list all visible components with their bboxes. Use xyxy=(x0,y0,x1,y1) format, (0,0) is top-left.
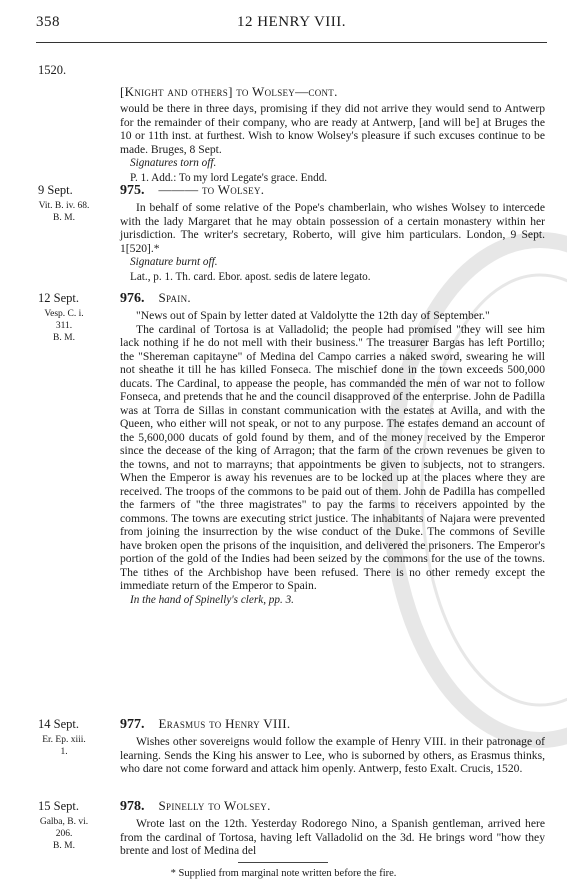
entry-quote: "News out of Spain by letter dated at Valdolytte the 12th day of September." xyxy=(136,309,490,322)
entry-title: Spain. xyxy=(158,290,191,305)
entry-hand-note: In the hand of Spinelly's clerk, pp. 3. xyxy=(130,593,294,606)
margin-year: 1520. xyxy=(38,63,67,77)
header-rule xyxy=(36,42,547,43)
entry-text: Wrote last on the 12th. Yesterday Rodorego Nino, a Spanish gentleman, arrived here from the cardinal of Tortosa, having left Valladolid on the 3d. He brings word "how they brente and lost of Medina del xyxy=(120,817,545,857)
entry-text: would be there in three days, promising if they did not arrive they would send to Antwerp for the remainder of their company, who are ready at Antwerp, [and will be] at Bruges the 10 or 11th inst. at furthest. Wish to know Wolsey's pleasure if such excuses continue to be made. Bruges, 8 Sept. xyxy=(120,102,545,156)
running-title: 12 HENRY VIII. xyxy=(236,14,347,30)
entry-number: 978. xyxy=(120,799,145,814)
entry-number: 975. xyxy=(120,183,145,198)
entry-977 xyxy=(120,716,545,776)
entry-number: 977. xyxy=(120,717,145,732)
margin-976: 12 Sept. Vesp. C. i. 311. B. M. xyxy=(38,291,84,343)
entry-976 xyxy=(120,290,545,607)
entry-text: Wishes other sovereigns would follow the example of Henry VIII. in their patronage of learning. Sends the King his answer to Lee, who is suborned by others, as Erasmus thinks, who dare not come forward and attack him openly. Antwerp, festo Exalt. Crucis, 1520. xyxy=(120,735,545,775)
entry-signature-note: Signature burnt off. xyxy=(130,256,218,268)
entry-address-note: P. 1. Add.: To my lord Legate's grace. Endd. xyxy=(130,171,328,184)
entry-language-note: Lat., p. 1. Th. card. Ebor. apost. sedis de latere legato. xyxy=(130,270,371,283)
margin-978: 15 Sept. Galba, B. vi. 206. B. M. xyxy=(38,799,89,851)
entry-signature-note: Signatures torn off. xyxy=(130,157,217,169)
entry-title: Erasmus to Henry VIII. xyxy=(158,716,291,731)
margin-977: 14 Sept. Er. Ep. xiii. 1. xyxy=(38,717,86,757)
entry-978 xyxy=(120,798,545,858)
margin-975: 9 Sept. Vit. B. iv. 68. B. M. xyxy=(38,183,90,223)
footnote: * Supplied from marginal note written before the fire. xyxy=(170,868,397,879)
entry-continuation xyxy=(120,84,545,185)
entry-text: In behalf of some relative of the Pope's chamberlain, who wishes Wolsey to intercede with the lady Margaret that he may obtain possession of a certain monastery within her jurisdiction. The writer's secretary, Roberto, will give him particulars. London, 9 Sept. 1[520].* xyxy=(120,201,545,255)
entry-title: ——— to Wolsey. xyxy=(158,182,265,197)
page-header xyxy=(36,14,547,36)
entry-title: Spinelly to Wolsey. xyxy=(158,798,271,813)
entry-number: 976. xyxy=(120,291,145,306)
footnote-rule xyxy=(238,862,328,863)
entry-975 xyxy=(120,182,545,284)
entry-text: The cardinal of Tortosa is at Valladolid; the people had promised "they will see him lack nothing if he do not mell with their business." The treasurer Bargas has left Portillo; the "Shereman capitayne" of Medina del Campo carries a naked sword, swearing he will not sheathe it till he has killed Fonseca. The mischief done in the town exceeds 500,000 ducats. The Cardinal, to appease the people, has commanded the men of war not to follow Fonseca, and pretends that he and the council disapproved of the enterprise. John de Padilla was at Torra de Sillas in constant communication with the estates at Avilla, and with the Queen, who either will not speak, or not to any purpose. The estates demand an account of the 5,600,000 ducats of gold found by them, and of the money received by the Emperor since the decease of the king of Arragon; that the farm of the crown revenues be given to the towns, and not to marrayns; that appointments be given to subjects, not to strangers. When the Emperor is away his revenues are to be locked up at the places where they are received. The troops of the commons to be paid out of them. John de Padilla has compelled the farmers of "the three magistrates" to pay the farms to receivers appointed by the commons. The towns are executing strict justice. The inhabitants of Najara were prevented from joining the insurrection by the wise conduct of the Duke. The commons of Seville have broken open the prisons of the inquisition, and delivered the prisoners. The Emperor's portion of the gold of the Indies had been seized by the commons for the use of the towns. The tithes of the Archbishop have been refused. There is no other remedy except the immediate return of the Emperor to Spain. xyxy=(120,322,545,592)
entry-heading: [Knight and others] to Wolsey—cont. xyxy=(120,84,338,99)
page-number: 358 xyxy=(36,14,60,30)
